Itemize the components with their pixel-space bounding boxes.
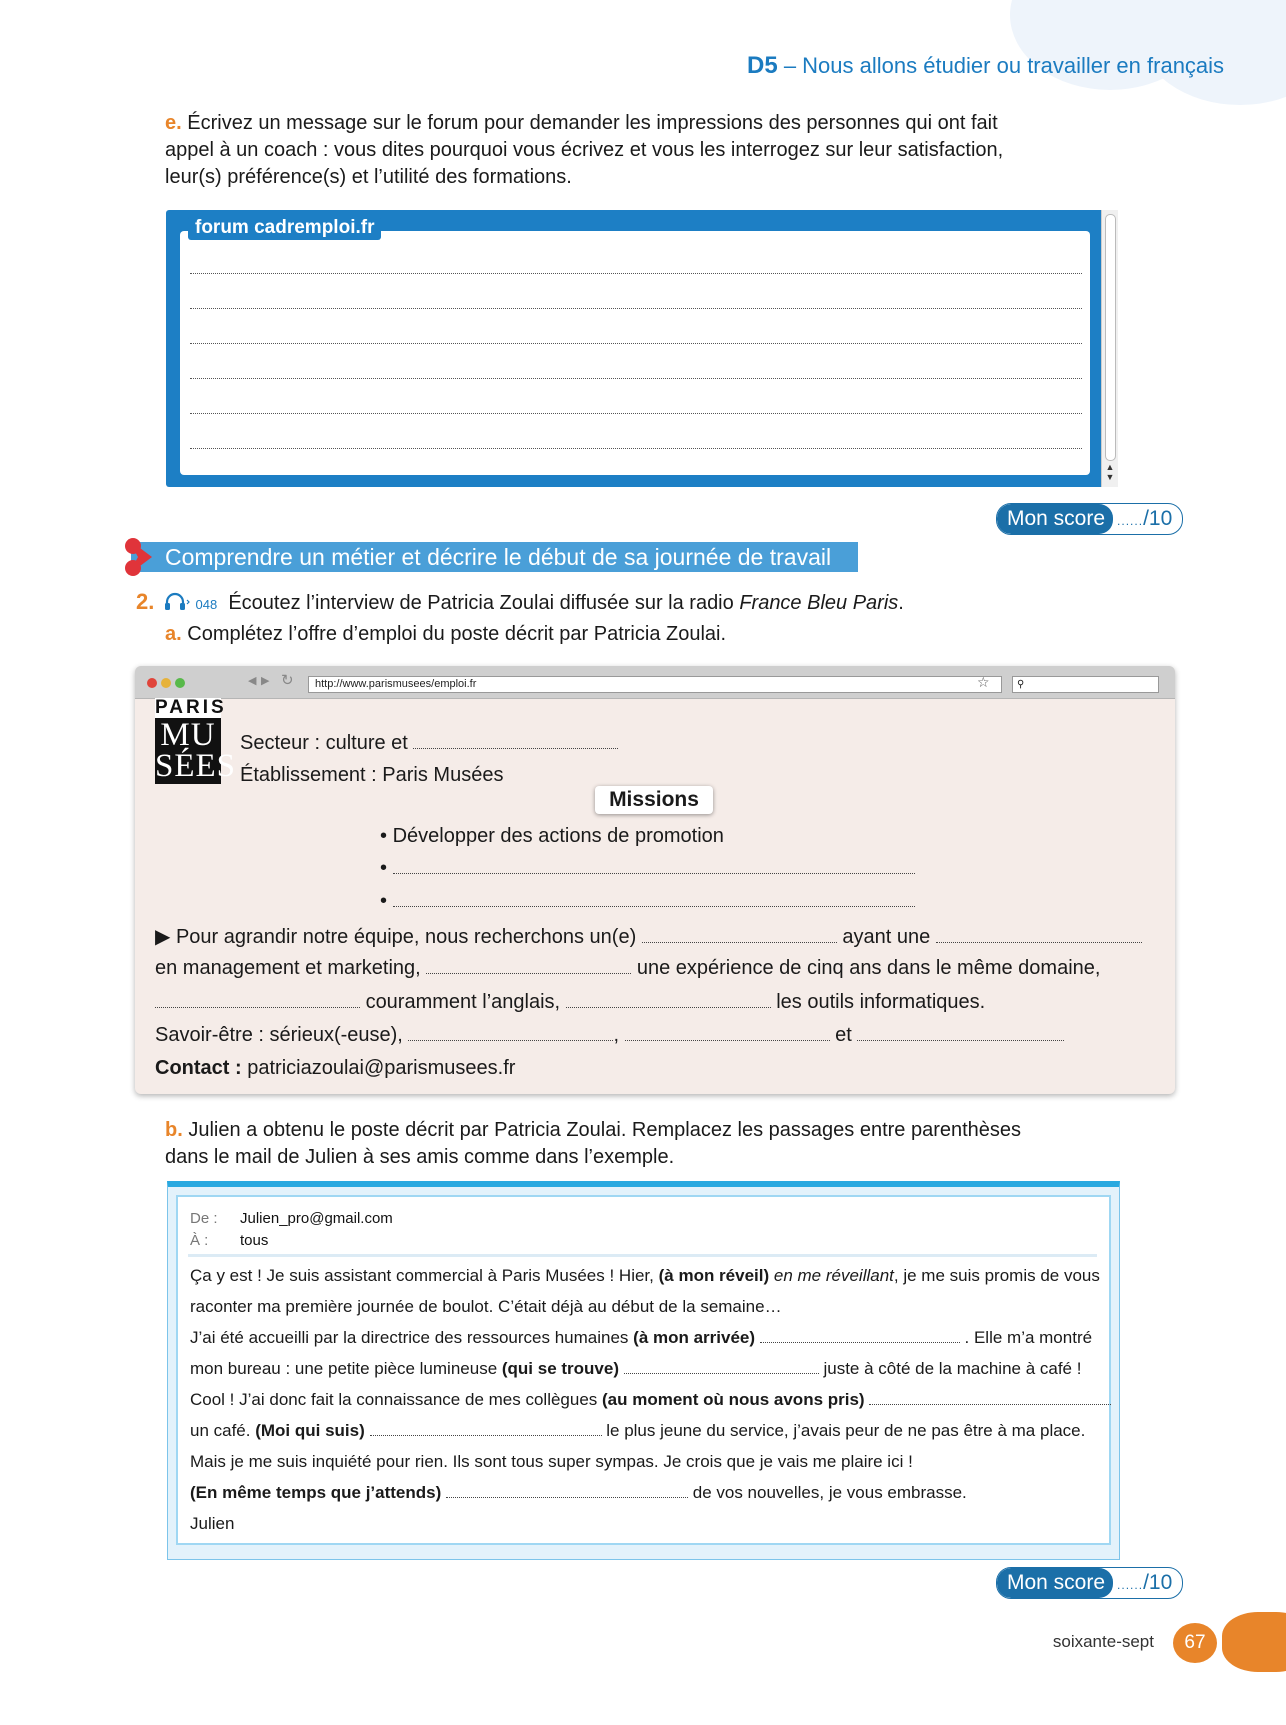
offer-text: Pour agrandir notre équipe, nous recherchons un(e) (175, 926, 637, 948)
maximize-window-icon[interactable] (175, 678, 185, 688)
mail-bold: (En même temps que j’attends) (190, 1483, 442, 1502)
scroll-down-icon[interactable]: ▼ (1105, 472, 1115, 482)
blank-field[interactable] (857, 1025, 1064, 1041)
forum-text-area[interactable] (180, 231, 1090, 475)
exercise-2a-instruction (165, 621, 726, 648)
email-body (176, 1195, 1111, 1545)
exercise-letter: b. (165, 1119, 183, 1141)
offer-text: ayant une (842, 926, 931, 948)
blank-field[interactable] (642, 927, 837, 943)
page-word: soixante-sept (1052, 1632, 1154, 1651)
missions-heading: Missions (595, 786, 713, 814)
mail-text: Ça y est ! Je suis assistant commercial à Paris Musées ! Hier, (190, 1266, 659, 1285)
offer-text: en management et marketing, (155, 957, 421, 979)
mission-text: Développer des actions de promotion (392, 825, 724, 847)
mail-bold: (Moi qui suis) (255, 1421, 365, 1440)
writing-line (190, 343, 1082, 344)
mission-item (380, 890, 915, 913)
radio-name: France Bleu Paris (739, 592, 899, 614)
from-label: De : (190, 1210, 218, 1227)
logo-text-mid: MU (160, 717, 216, 753)
offer-line-4 (155, 1024, 1064, 1047)
mail-line (190, 1390, 1111, 1410)
search-icon: ⚲ (1017, 679, 1025, 690)
score-dots: ...... (1117, 514, 1144, 528)
mail-text: , je me suis promis de vous (893, 1266, 1100, 1285)
blank-field[interactable] (393, 858, 915, 874)
instruction-line: Julien a obtenu le poste décrit par Patricia Zoulai. Remplacez les passages entre parenthèses (188, 1119, 1022, 1141)
url-bar[interactable]: http://www.parismusees/emploi.fr (308, 676, 1002, 693)
browser-window (135, 666, 1175, 1094)
etablissement-line: Établissement : Paris Musées (240, 764, 504, 786)
mission-item (380, 825, 724, 848)
forum-title (188, 216, 381, 240)
header-divider (188, 1254, 1097, 1257)
mail-line (190, 1266, 1100, 1286)
reload-icon[interactable]: ↻ (281, 672, 294, 689)
score-label: Mon score (997, 504, 1113, 534)
offer-text: et (835, 1024, 852, 1046)
mail-text: mon bureau : une petite pièce lumineuse (190, 1359, 502, 1378)
writing-line (190, 273, 1082, 274)
section-chevron-icon (124, 537, 156, 577)
blank-field[interactable] (393, 891, 915, 907)
instruction-line: dans le mail de Julien à ses amis comme dans l’exemple. (165, 1146, 675, 1168)
section-header (131, 542, 858, 572)
page-number: 67 (1173, 1623, 1217, 1663)
blank-field[interactable] (446, 1485, 688, 1498)
mission-item (380, 857, 915, 880)
mail-line (190, 1328, 1092, 1348)
section-title: Comprendre un métier et décrire le début de sa journée de travail (165, 544, 832, 570)
offer-line-3 (155, 991, 985, 1014)
unit-subtitle: – Nous allons étudier ou travailler en français (783, 53, 1225, 78)
exercise-number: 2. (136, 589, 155, 614)
blank-field[interactable] (625, 1025, 830, 1041)
instruction-text: Complétez l’offre d’emploi du poste décrit par Patricia Zoulai. (187, 623, 727, 645)
score-value (1113, 1568, 1182, 1598)
mail-text: le plus jeune du service, j’avais peur de ne pas être à ma place. (606, 1421, 1086, 1440)
unit-title (747, 52, 1224, 80)
audio-track-number: 048 (195, 597, 218, 612)
email-window (167, 1181, 1120, 1560)
secteur-line (240, 732, 618, 755)
instruction-line: Écrivez un message sur le forum pour demander les impressions des personnes qui ont fait (187, 112, 998, 134)
bookmark-star-icon[interactable]: ☆ (977, 674, 990, 690)
offer-line-2 (155, 957, 1100, 980)
offer-text: , (613, 1024, 619, 1046)
mail-line (190, 1483, 967, 1503)
forum-box (166, 210, 1118, 487)
instruction-text: Écoutez l’interview de Patricia Zoulai diffusée sur la radio (228, 592, 740, 614)
exercise-e-instruction (165, 110, 1105, 191)
mail-text: J’ai été accueilli par la directrice des ressources humaines (190, 1328, 634, 1347)
logo-text-bottom: SÉES (155, 748, 237, 784)
offer-line-1 (155, 924, 1142, 949)
writing-line (190, 378, 1082, 379)
blank-field[interactable] (155, 992, 360, 1008)
exercise-letter: a. (165, 623, 182, 645)
writing-line (190, 308, 1082, 309)
blank-field[interactable] (760, 1330, 960, 1343)
to-value: tous (240, 1232, 269, 1249)
arrow-icon: ▶ (155, 926, 171, 948)
score-total: /10 (1143, 1571, 1173, 1594)
instruction-line: appel à un coach : vous dites pourquoi vous écrivez et vous les interrogez sur leur satisfaction, (165, 139, 1004, 161)
back-icon[interactable]: ◀ (248, 675, 257, 687)
unit-code: D5 (747, 52, 778, 79)
blank-field[interactable] (869, 1392, 1111, 1405)
mail-line: raconter ma première journée de boulot. C’était déjà au début de la semaine… (190, 1297, 782, 1316)
forum-title-label: forum cadremploi.fr (188, 216, 381, 240)
exercise-2-instruction (136, 588, 904, 618)
blank-field[interactable] (624, 1361, 819, 1374)
bullet: • (380, 825, 388, 847)
mail-text: . Elle m’a montré (964, 1328, 1093, 1347)
logo-block (155, 717, 237, 784)
mail-example: en me réveillant (769, 1266, 894, 1285)
score-box (996, 503, 1183, 535)
mail-text: un café. (190, 1421, 256, 1440)
mail-bold: (à mon arrivée) (633, 1328, 756, 1347)
headphones-icon (164, 592, 190, 612)
close-window-icon[interactable] (147, 678, 157, 688)
mail-line: Mais je me suis inquiété pour rien. Ils sont tous super sympas. Je crois que je vais me plaire ici ! (190, 1452, 913, 1471)
browser-toolbar (135, 666, 1175, 699)
mail-signature: Julien (190, 1514, 235, 1533)
mail-bold: (à mon réveil) (658, 1266, 770, 1285)
writing-line (190, 448, 1082, 449)
score-value (1113, 504, 1182, 534)
contact-line (155, 1057, 515, 1080)
scrollbar[interactable] (1101, 210, 1118, 487)
page-number-decoration (1222, 1612, 1286, 1672)
blank-field[interactable] (426, 958, 631, 974)
mail-text: de vos nouvelles, je vous embrasse. (692, 1483, 967, 1502)
blank-field[interactable] (408, 1025, 613, 1041)
instruction-end: . (898, 592, 904, 614)
blank-field[interactable] (370, 1423, 602, 1436)
offer-text: couramment l’anglais, (365, 991, 561, 1013)
bullet: • (380, 890, 388, 912)
mail-line (190, 1359, 1081, 1379)
forward-icon[interactable]: ▶ (261, 675, 270, 687)
scroll-up-icon[interactable]: ▲ (1105, 462, 1115, 472)
minimize-window-icon[interactable] (161, 678, 171, 688)
blank-field[interactable] (413, 733, 618, 749)
mail-bold: (qui se trouve) (501, 1359, 619, 1378)
from-value: Julien_pro@gmail.com (240, 1210, 393, 1227)
mail-bold: (au moment où nous avons pris) (602, 1390, 865, 1409)
logo-text-top: PARIS (155, 697, 227, 718)
search-input[interactable] (1012, 676, 1159, 693)
bullet: • (380, 857, 388, 879)
writing-line (190, 413, 1082, 414)
contact-label: Contact : (155, 1057, 242, 1079)
offer-text: Savoir-être : sérieux(-euse), (155, 1024, 403, 1046)
blank-field[interactable] (566, 992, 771, 1008)
score-total: /10 (1143, 507, 1173, 530)
instruction-line: leur(s) préférence(s) et l’utilité des formations. (165, 166, 572, 188)
mail-text: juste à côté de la machine à café ! (823, 1359, 1082, 1378)
scrollbar-thumb[interactable] (1105, 214, 1116, 461)
score-box (996, 1567, 1183, 1599)
contact-email: patriciazoulai@parismusees.fr (247, 1057, 516, 1079)
to-label: À : (190, 1232, 209, 1249)
exercise-letter: e. (165, 112, 182, 134)
offer-text: une expérience de cinq ans dans le même domaine, (636, 957, 1101, 979)
offer-text: les outils informatiques. (776, 991, 986, 1013)
blank-field[interactable] (936, 927, 1142, 943)
exercise-b-instruction (165, 1117, 1125, 1171)
secteur-label: Secteur : culture et (240, 732, 408, 754)
mail-text: Cool ! J’ai donc fait la connaissance de mes collègues (190, 1390, 603, 1409)
score-dots: ...... (1117, 1578, 1144, 1592)
paris-musees-logo (155, 697, 237, 784)
score-label: Mon score (997, 1568, 1113, 1598)
mail-line (190, 1421, 1085, 1441)
